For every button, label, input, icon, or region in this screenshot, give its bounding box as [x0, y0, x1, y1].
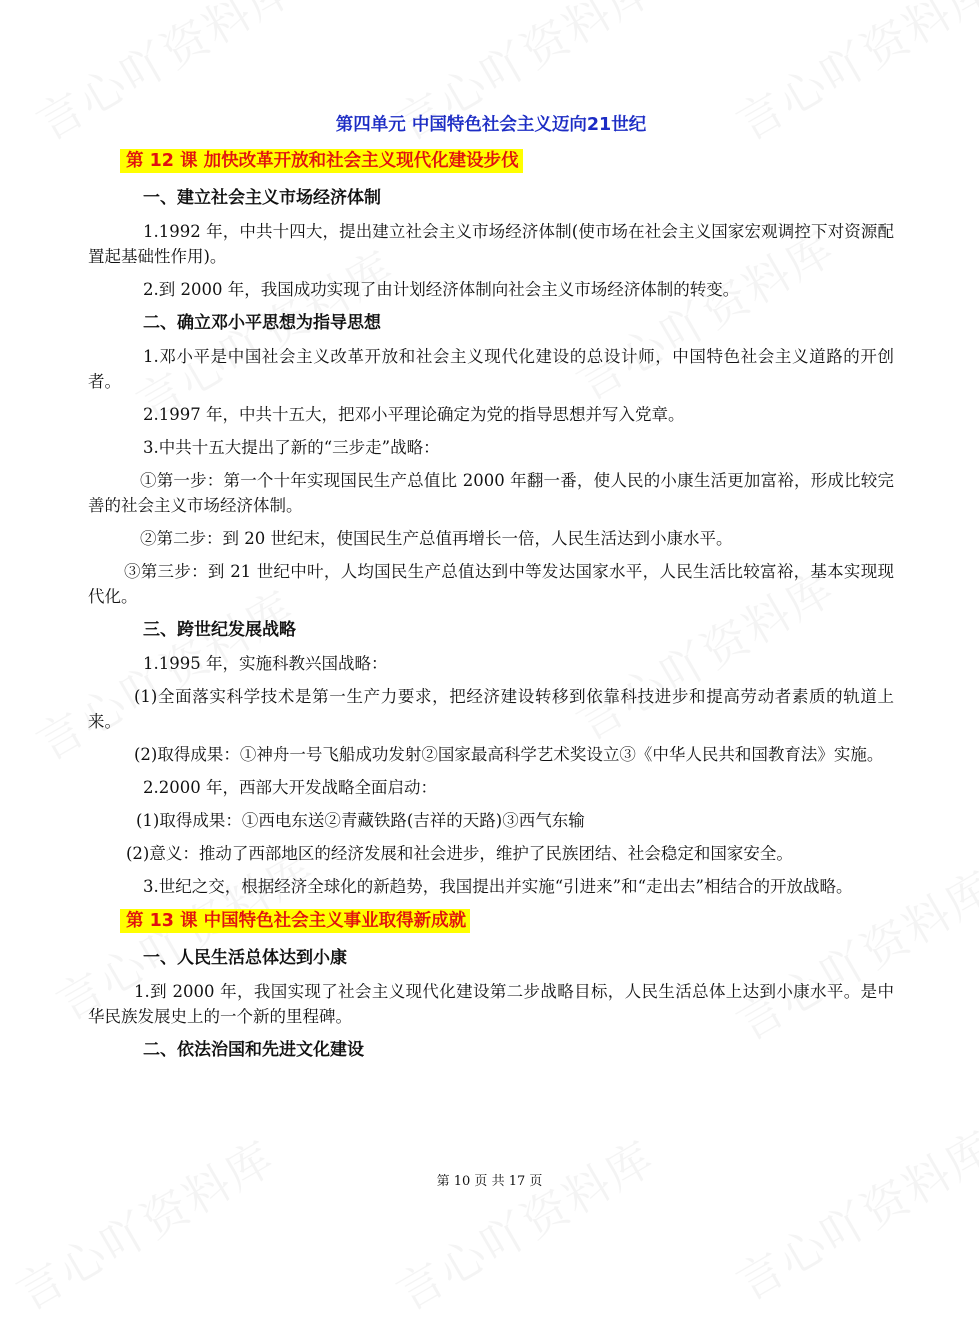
paragraph: 2.到 2000 年，我国成功实现了由计划经济体制向社会主义市场经济体制的转变。: [143, 280, 740, 299]
paragraph: ③第三步：到 21 世纪中叶，人均国民生产总值达到中等发达国家水平，人民生活比较富裕，基本实现现代化。: [88, 562, 894, 606]
paragraph: 1.邓小平是中国社会主义改革开放和社会主义现代化建设的总设计师，中国特色社会主义道路的开创者。: [88, 347, 894, 391]
paragraph: 2.2000 年，西部大开发战略全面启动：: [143, 778, 437, 797]
lesson-13-title: [120, 907, 894, 935]
lesson-13-title-text: 第 13 课 中国特色社会主义事业取得新成就: [120, 909, 470, 933]
paragraph: (1)全面落实科学技术是第一生产力要求，把经济建设转移到依靠科技进步和提高劳动者素质的轨道上来。: [88, 687, 894, 731]
paragraph: (2)取得成果：①神舟一号飞船成功发射②国家最高科学艺术奖设立③《中华人民共和国教育法》实施。: [134, 745, 884, 764]
lesson-12-title-text: 第 12 课 加快改革开放和社会主义现代化建设步伐: [120, 149, 523, 173]
paragraph: (1)取得成果：①西电东送②青藏铁路(吉祥的天路)③西气东输: [136, 811, 585, 830]
paragraph: 2.1997 年，中共十五大，把邓小平理论确定为党的指导思想并写入党章。: [143, 405, 685, 424]
paragraph: (2)意义：推动了西部地区的经济发展和社会进步，维护了民族团结、社会稳定和国家安全。: [126, 844, 793, 863]
page-footer: 第 10 页 共 17 页: [436, 1174, 543, 1189]
watermark: [723, 1112, 979, 1313]
paragraph: 1.1992 年，中共十四大，提出建立社会主义市场经济体制(使市场在社会主义国家宏观调控下对资源配置起基础性作用)。: [88, 222, 894, 266]
unit-title: 第四单元 中国特色社会主义迈向21世纪: [335, 115, 647, 135]
watermark: [3, 1122, 285, 1323]
section-heading: 一、人民生活总体达到小康: [143, 948, 347, 968]
section-heading: 二、确立邓小平思想为指导思想: [143, 313, 381, 333]
paragraph: ②第二步：到 20 世纪末，使国民生产总值再增长一倍，人民生活达到小康水平。: [140, 529, 733, 548]
page-content: [88, 112, 894, 1071]
section-heading: 三、跨世纪发展战略: [143, 620, 296, 640]
paragraph: 3.世纪之交，根据经济全球化的新趋势，我国提出并实施“引进来”和“走出去”相结合的开放战略。: [143, 877, 853, 896]
paragraph: ①第一步：第一个十年实现国民生产总值比 2000 年翻一番，使人民的小康生活更加富裕，形成比较完善的社会主义市场经济体制。: [88, 471, 894, 515]
paragraph: 3.中共十五大提出了新的“三步走”战略：: [143, 438, 440, 457]
section-heading: 二、依法治国和先进文化建设: [143, 1040, 364, 1060]
watermark: [383, 1122, 665, 1323]
paragraph: 1.到 2000 年，我国实现了社会主义现代化建设第二步战略目标，人民生活总体上达到小康水平。是中华民族发展史上的一个新的里程碑。: [88, 982, 894, 1026]
lesson-12-title: [120, 147, 894, 175]
section-heading: 一、建立社会主义市场经济体制: [143, 188, 381, 208]
paragraph: 1.1995 年，实施科教兴国战略：: [143, 654, 388, 673]
